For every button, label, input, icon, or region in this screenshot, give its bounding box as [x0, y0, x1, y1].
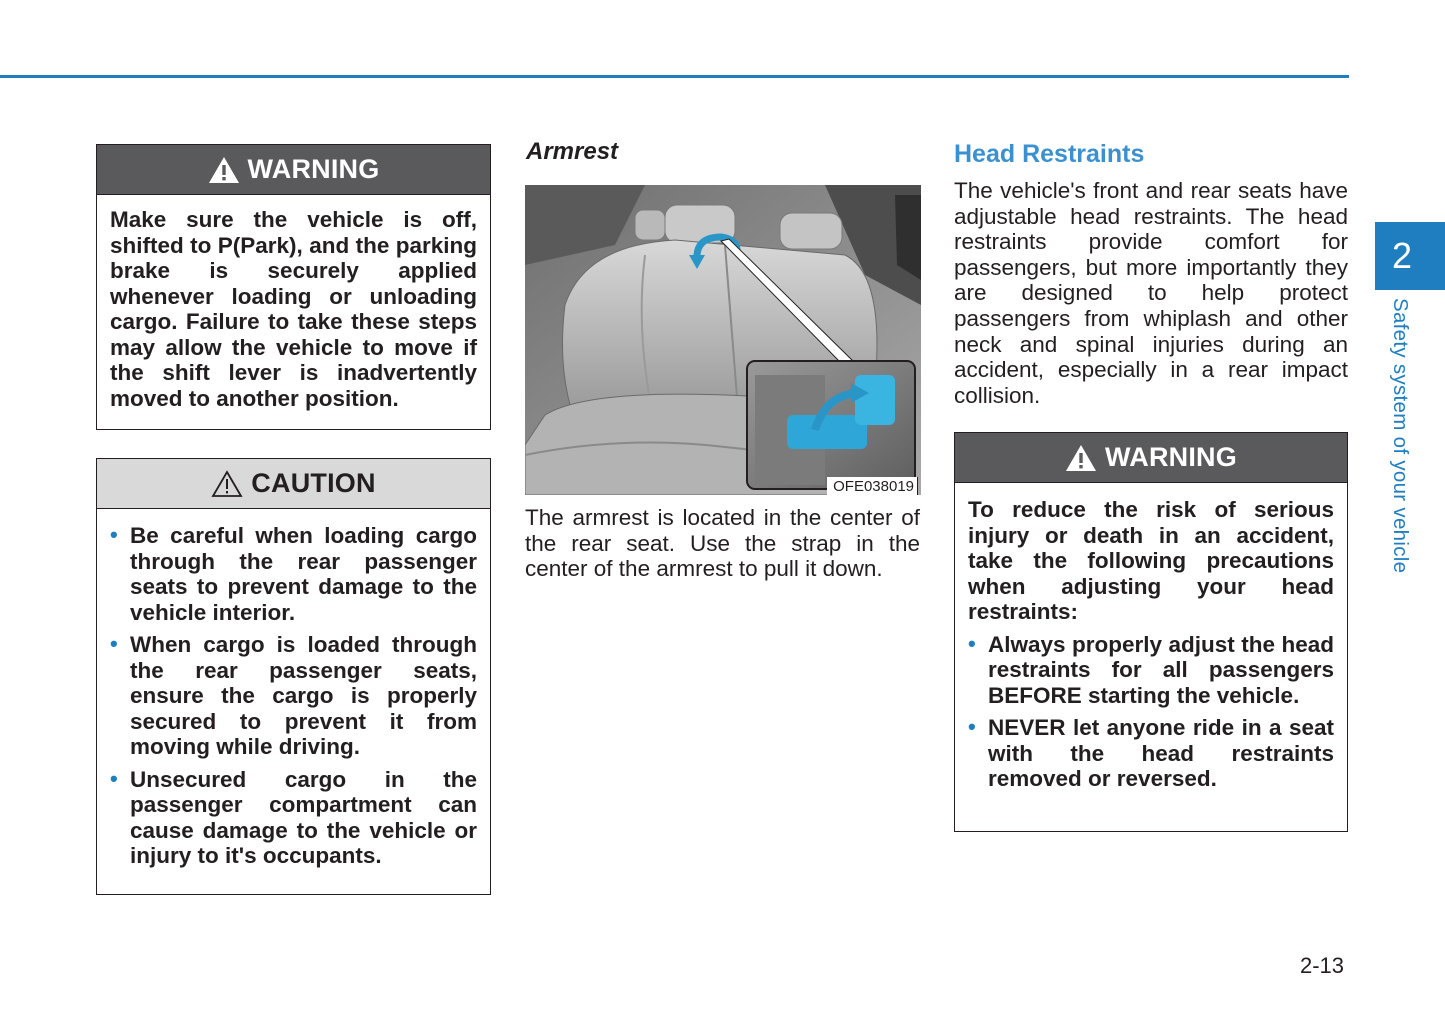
warning-header	[955, 433, 1347, 483]
caution-item: • Unsecured cargo in the passenger compartment can cause damage to the vehicle or injury to it's occupants.	[110, 765, 477, 868]
page-number: 2-13	[1300, 953, 1345, 978]
warning-text: Make sure the vehicle is off, shifted to P(Park), and the parking brake is securely applied whenever loading or unloading cargo. Failure to take these steps may allow the vehicle to move if the shift lever is inadvertently moved to another position.	[110, 207, 477, 411]
caution-header	[97, 459, 490, 509]
head-restraints-title: Head Restraints	[954, 140, 1145, 168]
warning-triangle-icon	[208, 156, 240, 184]
warning-list	[968, 632, 1334, 792]
warning-item: • NEVER let anyone ride in a seat with the head restraints removed or reversed.	[968, 714, 1334, 791]
warning-heading: WARNING	[1105, 442, 1237, 472]
caution-item: • Be careful when loading cargo through the rear passenger seats to prevent damage to the vehicle interior.	[110, 522, 477, 625]
image-code: OFE038019	[827, 477, 918, 495]
warning-item: • Always properly adjust the head restraints for all passengers BEFORE starting the vehicle.	[968, 630, 1334, 708]
caution-box	[96, 458, 491, 895]
warning-intro: To reduce the risk of serious injury or death in an accident, take the following precautions when adjusting your head restraints:	[968, 497, 1334, 624]
warning-box-cargo	[96, 144, 491, 430]
rear-seat-illustration	[525, 185, 921, 495]
armrest-illustration	[525, 185, 921, 495]
chapter-title: Safety system of your vehicle	[1389, 298, 1412, 574]
bullet-dot-icon: •	[968, 714, 976, 739]
bullet-dot-icon: •	[110, 765, 118, 791]
chapter-number: 2	[1391, 235, 1413, 276]
top-rule	[0, 75, 1349, 78]
warning-heading: WARNING	[247, 154, 380, 184]
caution-heading: CAUTION	[251, 468, 376, 498]
caution-list	[110, 523, 477, 869]
bullet-dot-icon: •	[110, 631, 118, 656]
armrest-text: The armrest is located in the center of the rear seat. Use the strap in the center of the armrest to pull it down.	[525, 505, 920, 581]
armrest-title: Armrest	[526, 138, 619, 165]
head-restraints-text: The vehicle's front and rear seats have adjustable head restraints. The head restraints provide comfort for passengers, but more importantly they are designed to help protect passengers from whiplash and other neck and spinal injuries during an accident, especially in a rear impact collision.	[954, 178, 1348, 408]
caution-triangle-icon	[211, 470, 243, 498]
warning-box-head-restraints	[954, 432, 1348, 832]
bullet-dot-icon: •	[110, 522, 118, 547]
warning-triangle-icon	[1065, 444, 1097, 472]
warning-header	[97, 145, 490, 195]
chapter-tab	[1375, 222, 1445, 290]
bullet-dot-icon: •	[968, 630, 976, 656]
caution-item: • When cargo is loaded through the rear passenger seats, ensure the cargo is properly secured to prevent it from moving while driving.	[110, 631, 477, 759]
